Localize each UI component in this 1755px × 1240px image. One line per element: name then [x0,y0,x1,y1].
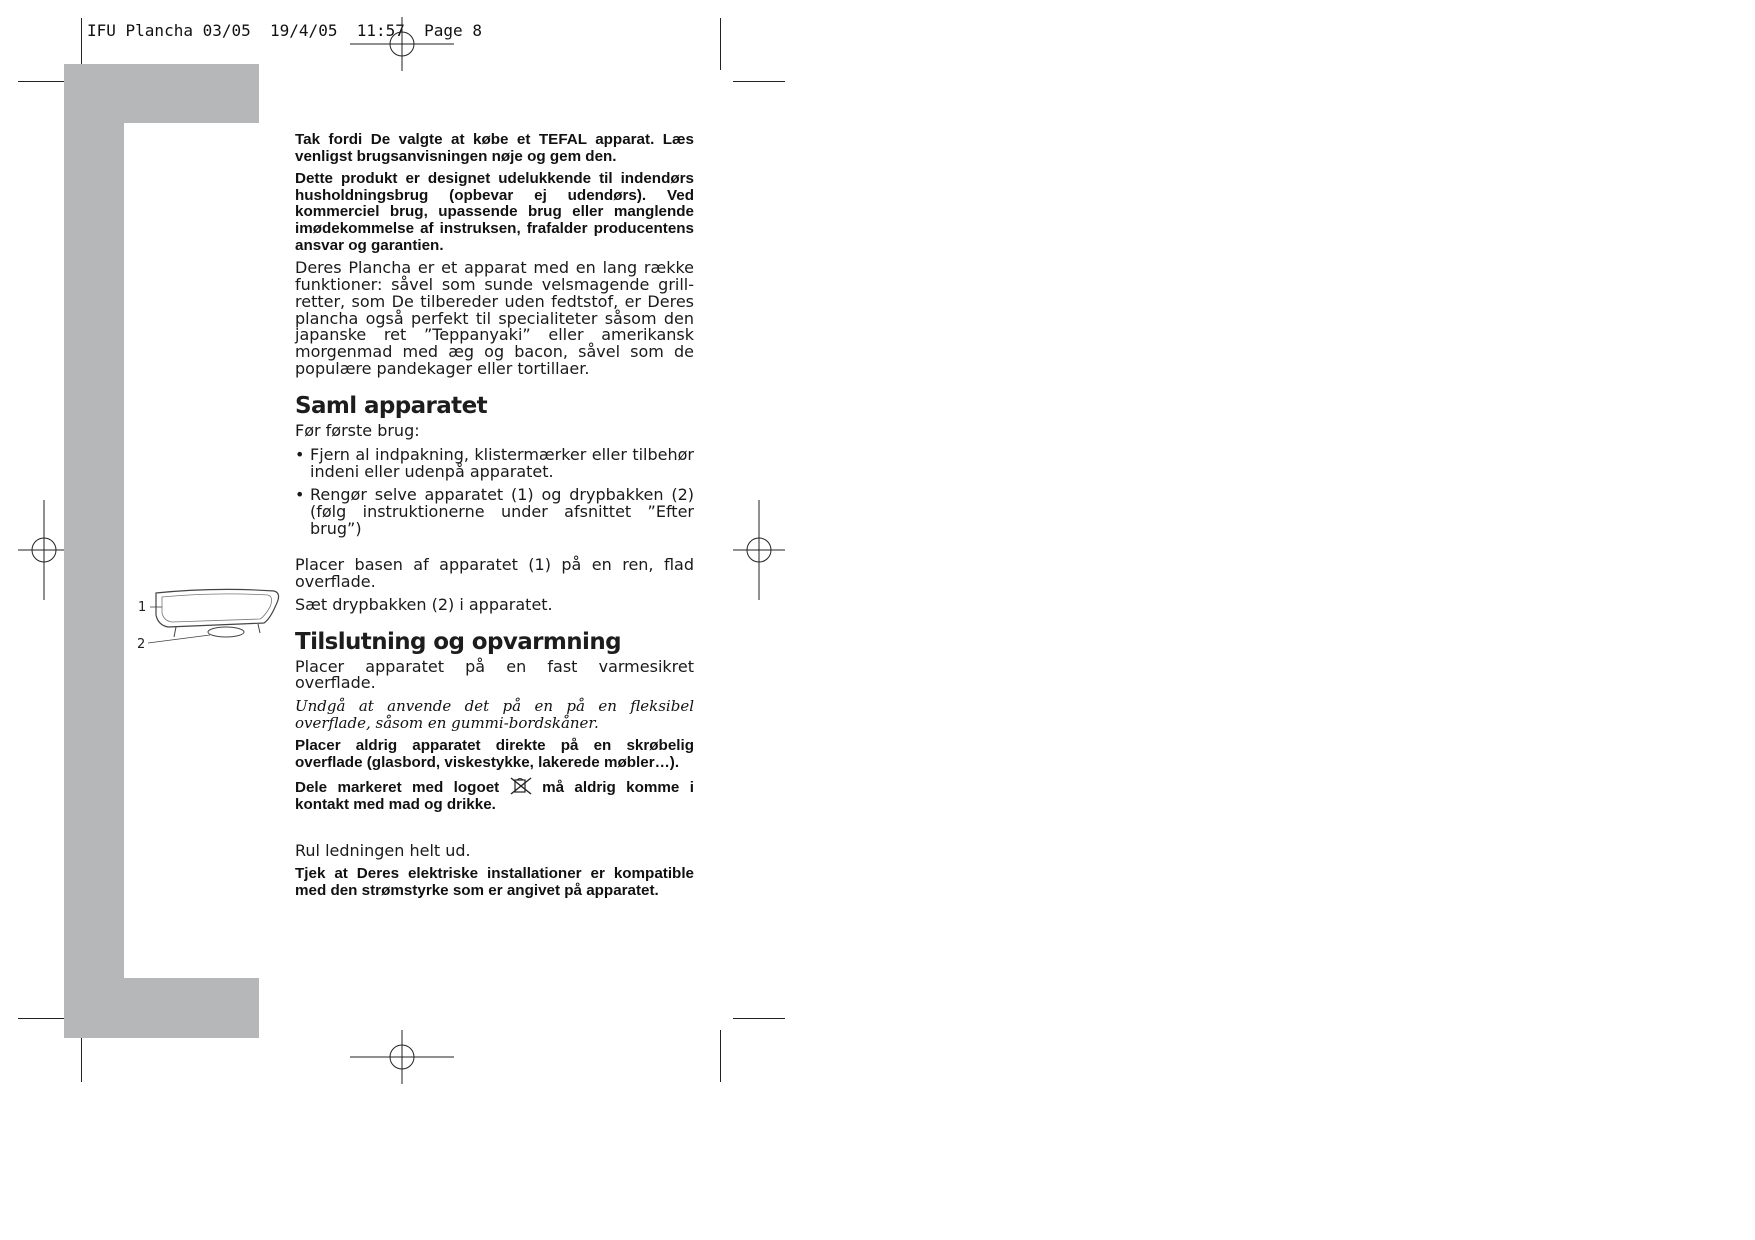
logo-warning-text-start: Dele markeret med logoet [295,779,500,797]
figure-label-1: 1 [138,600,147,615]
heading-tilslutning: Tilslutning og opvarmning [295,628,621,655]
intro-paragraph-description: Deres Plancha er et apparat med en lang række funktioner: såvel som sunde velsmagende grill-retter, som De tilbereder uden fedtstof, er Deres plancha også perfekt til specialiteter såsom den japanske ret ”Teppanyaki” eller amerikansk morgenmad med æg og bacon, såvel som de populære pandekager eller tortillaer. [295,258,694,378]
bullet-icon: • [295,484,305,504]
unroll-cord-paragraph: Rul ledningen helt ud. [295,841,471,861]
intro-paragraph-thanks: Tak fordi De valgte at købe et TEFAL apparat. Læs venligst brugsanvisningen nøje og gem den. [295,131,694,165]
print-slug: IFU Plancha 03/05 19/4/05 11:57 Page 8 [87,21,482,40]
intro-paragraph-usage: Dette produkt er designet udelukkende til indendørs husholdningsbrug (opbevar ej udendørs). Ved kommerciel brug, upassende brug eller manglende imødekommelse af instruksen, frafalder producentens ansvar og garantien. [295,170,694,254]
figure-label-2: 2 [137,637,146,652]
bullet-icon: • [295,445,305,465]
registration-mark-right [733,500,785,600]
registration-mark-left [18,500,70,600]
before-first-use-lead: Før første brug: [295,420,420,440]
fragile-surface-warning: Placer aldrig apparatet direkte på en skrøbelig overflade (glasbord, viskestykke, lakerede møbler…). [295,737,694,771]
list-item-text: Rengør selve apparatet (1) og drypbakken (2) (følg instruktionerne under afsnittet ”Efter brug”) [310,484,694,538]
logo-warning-text-end: må aldrig komme i kontakt med mad og drikke. [295,779,694,813]
list-item [295,484,694,538]
list-item-text: Fjern al indpakning, klistermærker eller tilbehør indeni eller udenpå apparatet. [310,445,694,482]
electrical-compatibility-warning: Tjek at Deres elektriske installationer er kompatible med den strømstyrke som er angivet på apparatet. [295,865,694,899]
logo-warning-paragraph [295,777,694,813]
registration-mark-bottom [350,1030,454,1084]
no-food-contact-icon [510,777,532,795]
place-surface-paragraph: Placer apparatet på en fast varmesikret overflade. [295,656,694,693]
sidebar-band-left [64,123,124,978]
insert-tray-paragraph: Sæt drypbakken (2) i apparatet. [295,594,553,614]
place-base-paragraph: Placer basen af apparatet (1) på en ren, flad overflade. [295,555,694,592]
registration-mark-top [350,17,454,71]
plancha-figure [134,585,284,655]
sidebar-band-bottom [64,978,259,1038]
plancha-illustration-icon [146,585,286,645]
sidebar-band-top [64,64,259,123]
list-item [295,447,694,481]
main-text-column [295,132,694,905]
heading-saml-apparatet: Saml apparatet [295,392,487,419]
flexible-surface-warning: Undgå at anvende det på en på en fleksibel overflade, såsom en gummi-bordskåner. [295,697,694,733]
page-panel [124,123,294,978]
before-first-use-list [295,447,694,537]
